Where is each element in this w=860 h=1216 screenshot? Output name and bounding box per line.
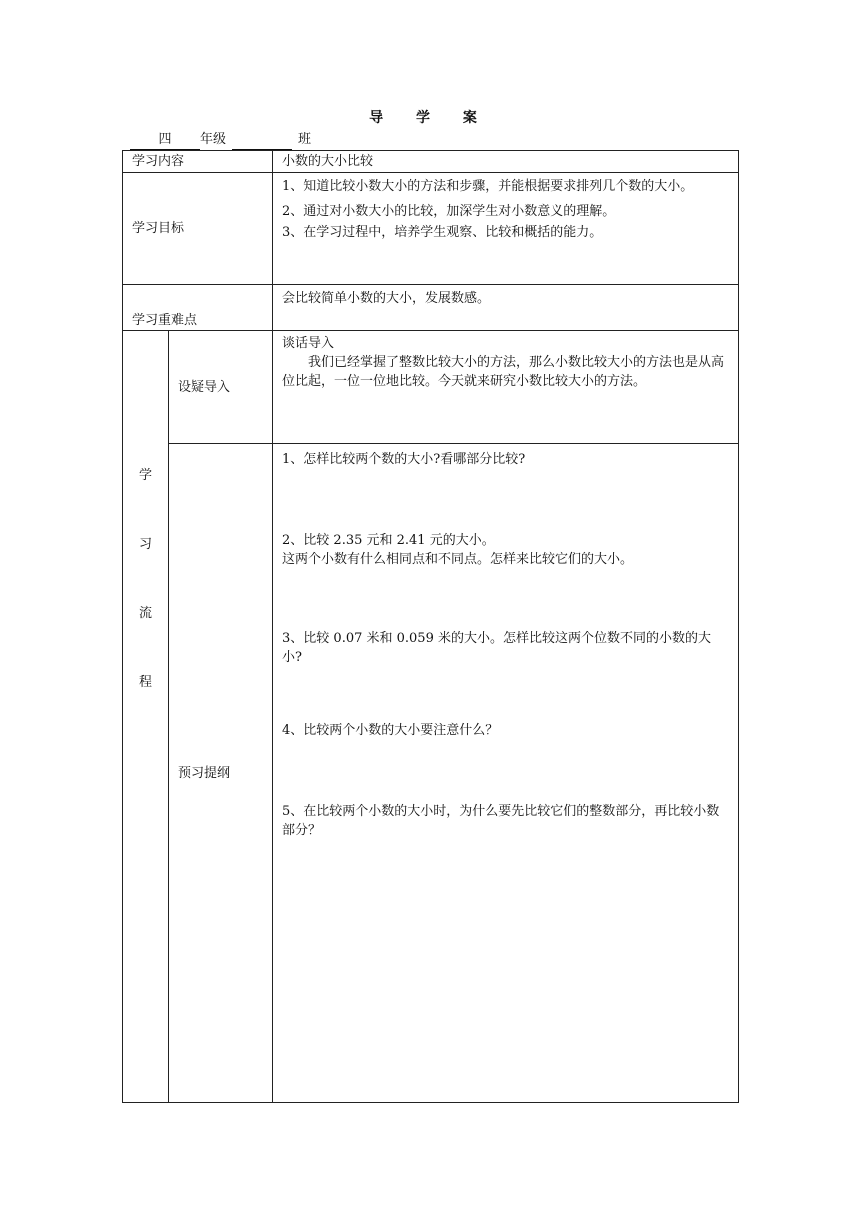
process-char: 习 bbox=[138, 537, 152, 552]
goal-item: 1、知道比较小数大小的方法和步骤，并能根据要求排列几个数的大小。 bbox=[282, 179, 694, 194]
question-item: 1、怎样比较两个数的大小?看哪部分比较? bbox=[282, 452, 526, 467]
row-goals bbox=[123, 173, 739, 285]
grade-label: 年级 bbox=[200, 132, 227, 147]
process-char: 流 bbox=[138, 606, 152, 621]
questions-cell bbox=[273, 444, 739, 1103]
question-item: 这两个小数有什么相同点和不同点。怎样来比较它们的大小。 bbox=[282, 552, 634, 567]
intro-text: 我们已经掌握了整数比较大小的方法，那么小数比较大小的方法也是从高位比起，一位一位地比较。今天就来研究小数比较大小的方法。 bbox=[282, 355, 725, 389]
key-value: 会比较简单小数的大小，发展数感。 bbox=[273, 285, 739, 331]
content-value: 小数的大小比较 bbox=[273, 151, 739, 173]
page-title: 导 学 案 bbox=[369, 110, 491, 126]
question-item: 3、比较 0.07 米和 0.059 米的大小。怎样比较这两个位数不同的小数的大小? bbox=[282, 631, 711, 665]
grade-class-line bbox=[130, 131, 311, 150]
row-content bbox=[123, 151, 739, 173]
goals-label: 学习目标 bbox=[123, 173, 273, 285]
goal-item: 3、在学习过程中，培养学生观察、比较和概括的能力。 bbox=[282, 225, 603, 240]
goals-cell bbox=[273, 173, 739, 285]
intro-heading: 谈话导入 bbox=[282, 336, 335, 351]
process-char: 学 bbox=[138, 468, 152, 483]
intro-label: 设疑导入 bbox=[169, 331, 273, 444]
class-blank bbox=[232, 131, 292, 150]
grade-value: 四 bbox=[130, 131, 200, 150]
content-label: 学习内容 bbox=[123, 151, 273, 173]
goal-item: 2、通过对小数大小的比较，加深学生对小数意义的理解。 bbox=[282, 204, 616, 219]
row-preview bbox=[123, 444, 739, 1103]
question-item: 4、比较两个小数的大小要注意什么？ bbox=[282, 723, 499, 738]
process-label bbox=[123, 331, 169, 1103]
class-label: 班 bbox=[298, 132, 312, 147]
row-intro bbox=[123, 331, 739, 444]
preview-label: 预习提纲 bbox=[169, 444, 273, 1103]
question-item: 5、在比较两个小数的大小时，为什么要先比较它们的整数部分，再比较小数部分？ bbox=[282, 804, 720, 838]
intro-cell bbox=[273, 331, 739, 444]
row-key-points bbox=[123, 285, 739, 331]
process-char: 程 bbox=[138, 675, 152, 690]
question-item: 2、比较 2.35 元和 2.41 元的大小。 bbox=[282, 533, 495, 548]
key-label: 学习重难点 bbox=[123, 285, 273, 331]
lesson-plan-table bbox=[122, 150, 739, 1103]
